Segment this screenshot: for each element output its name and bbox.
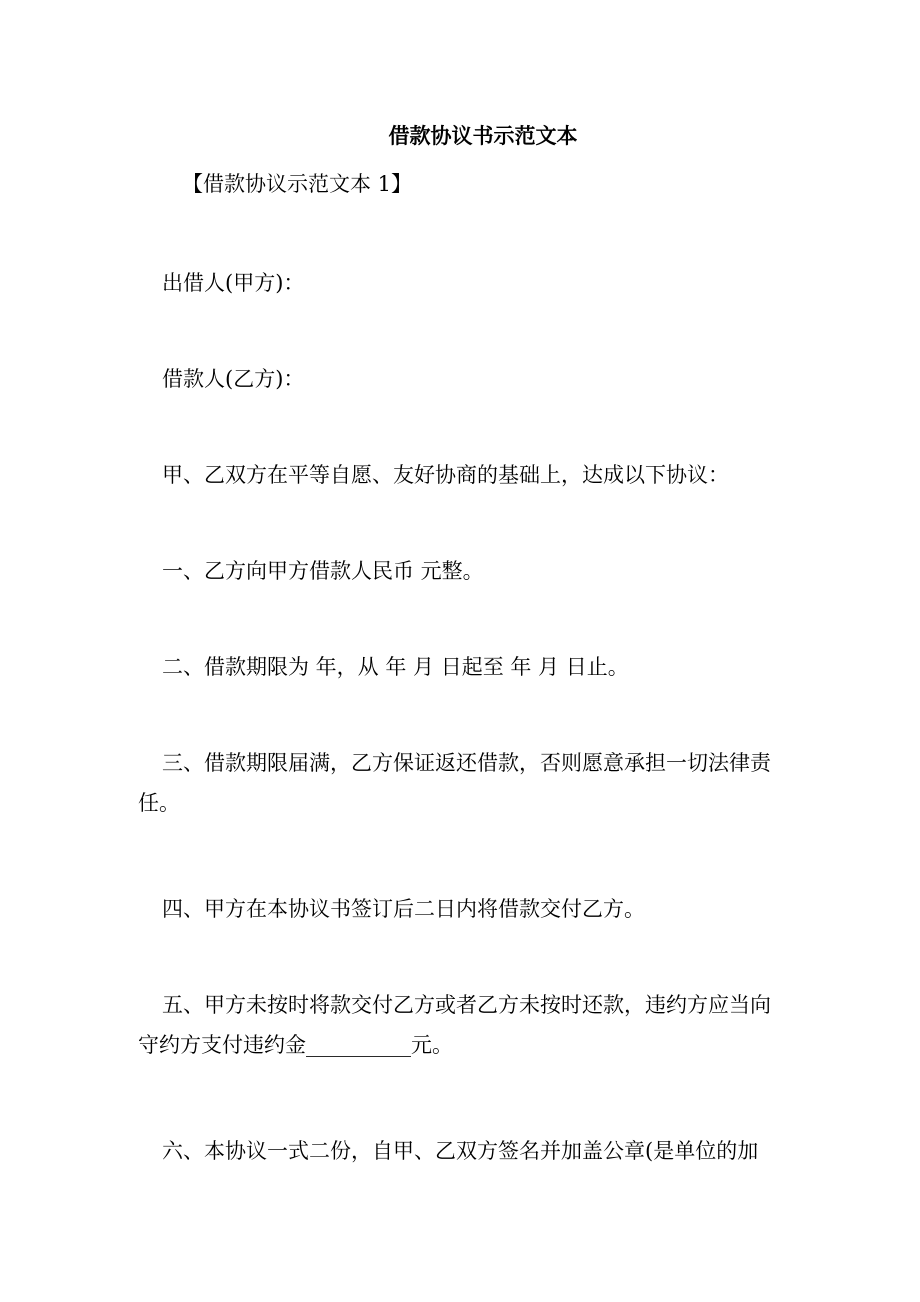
paragraph-preamble: 甲、乙双方在平等自愿、友好协商的基础上，达成以下协议： xyxy=(162,463,729,487)
document-title: 借款协议书示范文本 xyxy=(388,123,578,148)
paragraph-borrower: 借款人(乙方)： xyxy=(162,367,305,391)
paragraph-clause-4: 四、甲方在本协议书签订后二日内将借款交付乙方。 xyxy=(162,897,645,921)
paragraph-lender: 出借人(甲方)： xyxy=(162,271,305,295)
paragraph-clause-2: 二、借款期限为 年，从 年 月 日起至 年 月 日止。 xyxy=(162,655,629,679)
document-subtitle: 【借款协议示范文本 1】 xyxy=(182,172,413,196)
paragraph-clause-5: 五、甲方未按时将款交付乙方或者乙方未按时还款，违约方应当向守约方支付违约金__________元。 xyxy=(138,993,771,1057)
paragraph-clause-3: 三、借款期限届满，乙方保证返还借款，否则愿意承担一切法律责任。 xyxy=(138,751,771,815)
paragraph-clause-6: 六、本协议一式二份，自甲、乙双方签名并加盖公章(是单位的加 xyxy=(162,1139,759,1163)
paragraph-clause-1: 一、乙方向甲方借款人民币 元整。 xyxy=(162,559,484,583)
